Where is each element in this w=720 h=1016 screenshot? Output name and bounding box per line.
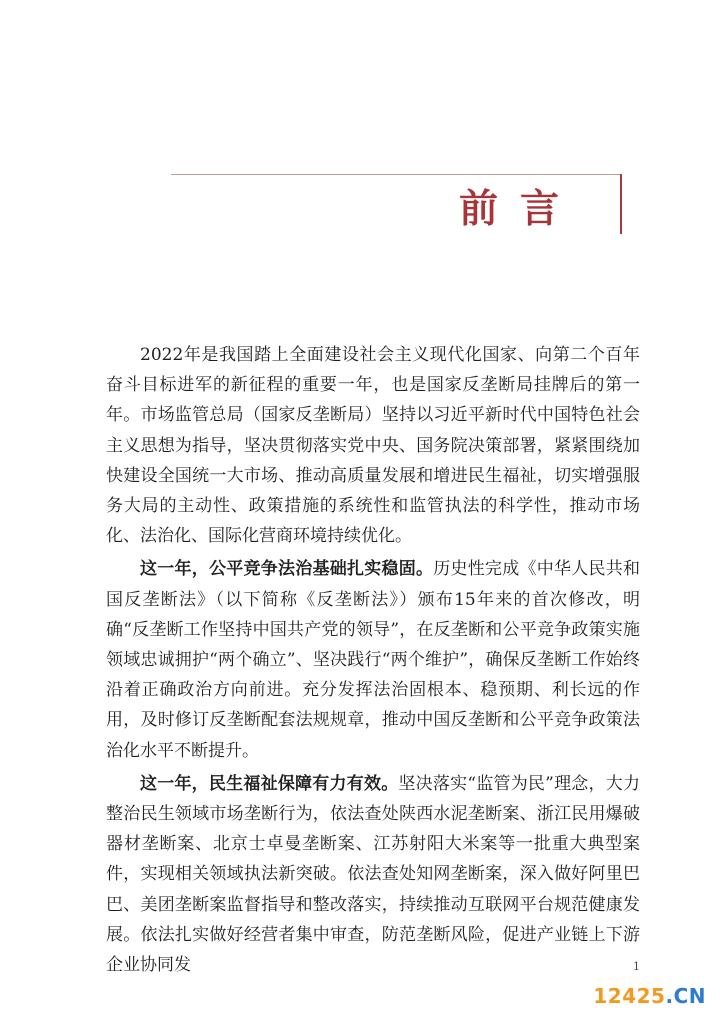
heading-rule [171, 174, 621, 175]
paragraph-lead: 这一年，公平竞争法治基础扎实稳固。 [140, 559, 434, 580]
site-watermark [593, 984, 706, 1008]
paragraph-competition-law [106, 554, 640, 765]
watermark-suffix: CN [673, 984, 706, 1008]
paragraph-intro [106, 340, 640, 551]
paragraph-text: 2022年是我国踏上全面建设社会主义现代化国家、向第二个百年奋斗目标进军的新征程的重要一年，也是国家反垄断局挂牌后的第一年。市场监管总局（国家反垄断局）坚持以习近平新时代中国特色社会主义思想为指导，坚决贯彻落实党中央、国务院决策部署，紧紧围绕加快建设全国统一大市场、推动高质量发展和增进民生福祉，切实增强服务大局的主动性、政策措施的系统性和监管执法的科学性，推动市场化、法治化、国际化营商环境持续优化。 [106, 345, 640, 547]
paragraph-lead: 这一年，民生福祉保障有力有效。 [140, 773, 399, 794]
page-number: 1 [633, 960, 640, 973]
body-text [106, 340, 640, 983]
chapter-heading [171, 174, 625, 234]
paragraph-livelihood [106, 769, 640, 980]
watermark-dot: . [665, 984, 674, 1008]
chapter-title: 前言 [458, 187, 581, 232]
paragraph-text: 历史性完成《中华人民共和国反垄断法》（以下简称《反垄断法》）颁布15年来的首次修改，明确“反垄断工作坚持中国共产党的领导”，在反垄断和公平竞争政策实施领域忠诚拥护“两个确立”、坚决践行“两个维护”，确保反垄断工作始终沿着正确政治方向前进。充分发挥法治固根本、稳预期、利长远的作用，及时修订反垄断配套法规规章，推动中国反垄断和公平竞争政策法治化水平不断提升。 [106, 559, 640, 761]
paragraph-text: 坚决落实“监管为民”理念，大力整治民生领域市场垄断行为，依法查处陕西水泥垄断案、浙江民用爆破器材垄断案、北京士卓曼垄断案、江苏射阳大米案等一批重大典型案件，实现相关领域执法新突破。依法查处知网垄断案，深入做好阿里巴巴、美团垄断案监督指导和整改落实，持续推动互联网平台规范健康发展。依法扎实做好经营者集中审查，防范垄断风险，促进产业链上下游企业协同发 [106, 773, 640, 976]
watermark-number: 12425 [593, 984, 666, 1008]
heading-accent-rule [620, 174, 622, 234]
